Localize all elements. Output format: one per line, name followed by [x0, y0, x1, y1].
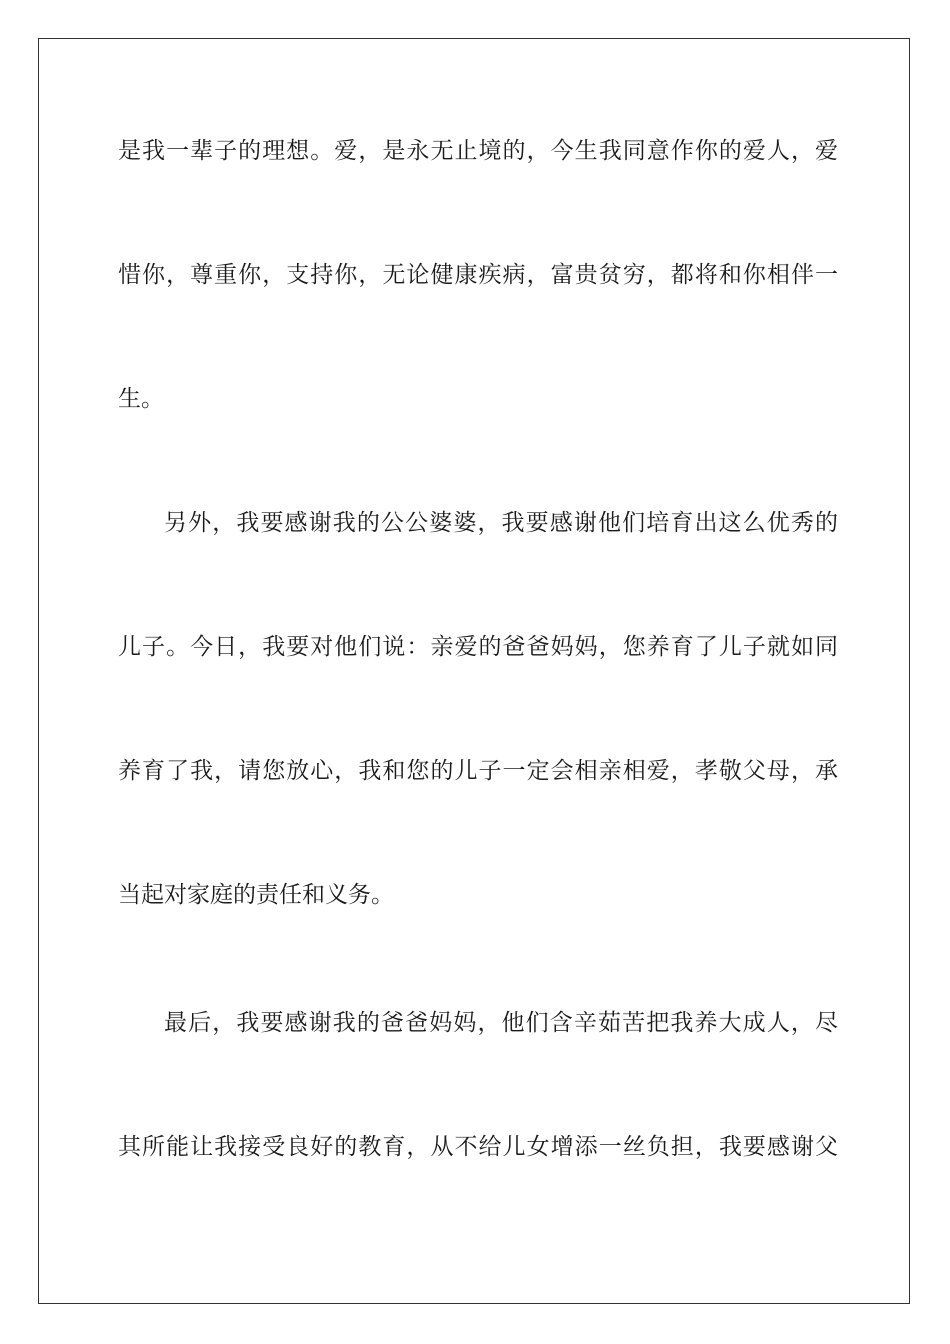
text-line: 生。 [118, 386, 164, 412]
text-line: 儿子。今日，我要对他们说：亲爱的爸爸妈妈，您养育了儿子就如同 [118, 634, 838, 660]
text-line: 惜你，尊重你，支持你，无论健康疾病，富贵贫穷，都将和你相伴一 [118, 262, 838, 288]
text-line: 当起对家庭的责任和义务。 [118, 882, 394, 908]
page-border [38, 38, 910, 1304]
text-line: 是我一辈子的理想。爱，是永无止境的，今生我同意作你的爱人，爱 [118, 138, 838, 164]
text-line: 养育了我，请您放心，我和您的儿子一定会相亲相爱，孝敬父母，承 [118, 758, 838, 784]
text-line: 其所能让我接受良好的教育，从不给儿女增添一丝负担，我要感谢父 [118, 1134, 838, 1160]
paragraph-start-line: 最后，我要感谢我的爸爸妈妈，他们含辛茹苦把我养大成人，尽 [164, 1010, 838, 1036]
paragraph-start-line: 另外，我要感谢我的公公婆婆，我要感谢他们培育出这么优秀的 [164, 510, 838, 536]
